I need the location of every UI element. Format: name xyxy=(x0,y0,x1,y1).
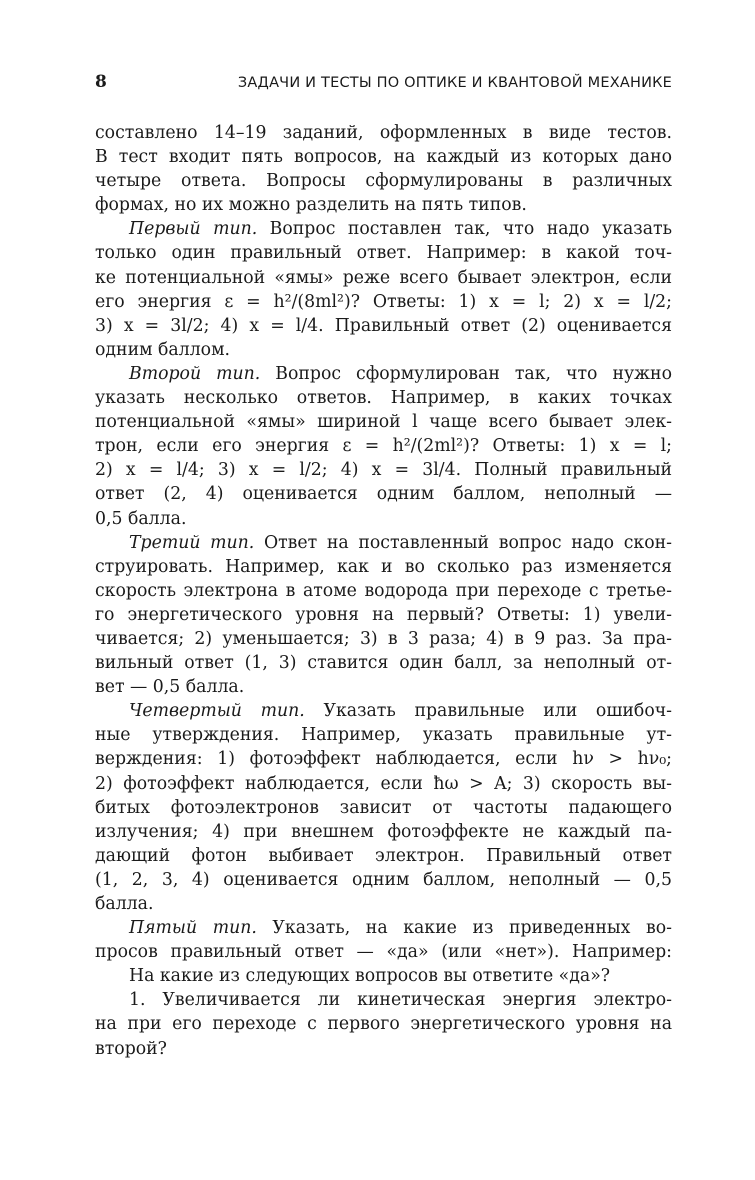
text-line: формах, но их можно разделить на пять типов. xyxy=(95,195,527,216)
running-title: ЗАДАЧИ И ТЕСТЫ ПО ОПТИКЕ И КВАНТОВОЙ МЕХАНИКЕ xyxy=(237,75,672,91)
page-header xyxy=(95,72,672,92)
text-run: Вопрос сформулирован так, что нужно xyxy=(260,363,672,384)
text-line xyxy=(95,699,672,723)
paragraph-type-3 xyxy=(95,531,672,700)
paragraph xyxy=(95,121,672,217)
page-number: 8 xyxy=(95,72,107,92)
text-line: дающий фотон выбивает электрон. Правильный ответ xyxy=(95,845,672,866)
text-line: чивается; 2) уменьшается; 3) в 3 раза; 4) в 9 раз. За пра- xyxy=(95,628,672,649)
text-line: только один правильный ответ. Например: в какой точ- xyxy=(95,243,672,264)
text-line: на при его переходе с первого энергетического уровня на xyxy=(95,1014,672,1035)
text-line: 0,5 балла. xyxy=(95,508,187,529)
text-line: его энергия ε = h²/(8ml²)? Ответы: 1) x = l; 2) x = l/2; xyxy=(95,291,672,312)
text-run: Указать, на какие из приведенных во- xyxy=(256,918,672,939)
question-prompt xyxy=(95,964,672,988)
text-line: 2) фотоэффект наблюдается, если ħω > A; 3) скорость вы- xyxy=(95,773,672,794)
text-line: вет — 0,5 балла. xyxy=(95,677,245,698)
text-line: битых фотоэлектронов зависит от частоты падающего xyxy=(95,797,672,818)
text-line: скорость электрона в атоме водорода при переходе с третье- xyxy=(95,580,672,601)
text-line: излучения; 4) при внешнем фотоэффекте не каждый па- xyxy=(95,821,672,842)
text-line xyxy=(95,916,672,940)
paragraph-type-2 xyxy=(95,362,672,531)
paragraph-lead: Четвертый тип. xyxy=(129,701,305,722)
text-line: трон, если его энергия ε = h²/(2ml²)? Ответы: 1) x = l; xyxy=(95,436,672,457)
text-line: го энергетического уровня на первый? Ответы: 1) увели- xyxy=(95,604,672,625)
text-line: одним баллом. xyxy=(95,339,231,360)
text-line xyxy=(95,531,672,555)
text-line xyxy=(95,362,672,386)
paragraph-type-5 xyxy=(95,916,672,964)
text-line: вильный ответ (1, 3) ставится один балл, за неполный от- xyxy=(95,653,672,674)
text-line: ке потенциальной «ямы» реже всего бывает электрон, если xyxy=(95,267,672,288)
body-text xyxy=(95,121,672,1061)
text-line: потенциальной «ямы» шириной l чаще всего бывает элек- xyxy=(95,412,672,433)
text-line: струировать. Например, как и во сколько раз изменяется xyxy=(95,556,672,577)
question-item xyxy=(95,988,672,1060)
text-line: 2) x = l/4; 3) x = l/2; 4) x = 3l/4. Полный правильный xyxy=(95,460,672,481)
text-line: ответ (2, 4) оценивается одним баллом, неполный — xyxy=(95,484,672,505)
paragraph-lead: Пятый тип. xyxy=(129,918,257,939)
text-line: четыре ответа. Вопросы сформулированы в различных xyxy=(95,171,672,192)
paragraph-lead: Второй тип. xyxy=(129,363,261,384)
paragraph-lead: Первый тип. xyxy=(129,219,258,240)
text-line: 3) x = 3l/2; 4) x = l/4. Правильный ответ (2) оценивается xyxy=(95,315,672,336)
paragraph-lead: Третий тип. xyxy=(129,532,255,553)
text-line: составлено 14–19 заданий, оформленных в виде тестов. xyxy=(95,123,672,143)
text-line: ные утверждения. Например, указать правильные ут- xyxy=(95,725,672,746)
text-line: (1, 2, 3, 4) оценивается одним баллом, неполный — 0,5 xyxy=(95,869,672,890)
text-line: 1. Увеличивается ли кинетическая энергия электро- xyxy=(129,990,672,1011)
text-run: Ответ на поставленный вопрос надо скон- xyxy=(254,532,672,553)
paragraph-type-4 xyxy=(95,699,672,916)
text-line xyxy=(95,217,672,241)
text-line: указать несколько ответов. Например, в каких точках xyxy=(95,388,672,409)
text-run: Указать правильные или ошибоч- xyxy=(304,701,672,722)
text-line: В тест входит пять вопросов, на каждый из которых дано xyxy=(95,147,672,168)
paragraph-type-1 xyxy=(95,217,672,362)
text-line: второй? xyxy=(95,1038,167,1059)
text-line: просов правильный ответ — «да» (или «нет»). Например: xyxy=(95,942,672,963)
text-line: верждения: 1) фотоэффект наблюдается, если hν > hν₀; xyxy=(95,749,672,770)
text-line: На какие из следующих вопросов вы ответите «да»? xyxy=(129,966,611,987)
text-line: балла. xyxy=(95,894,154,914)
text-run: Вопрос поставлен так, что надо указать xyxy=(257,219,672,240)
